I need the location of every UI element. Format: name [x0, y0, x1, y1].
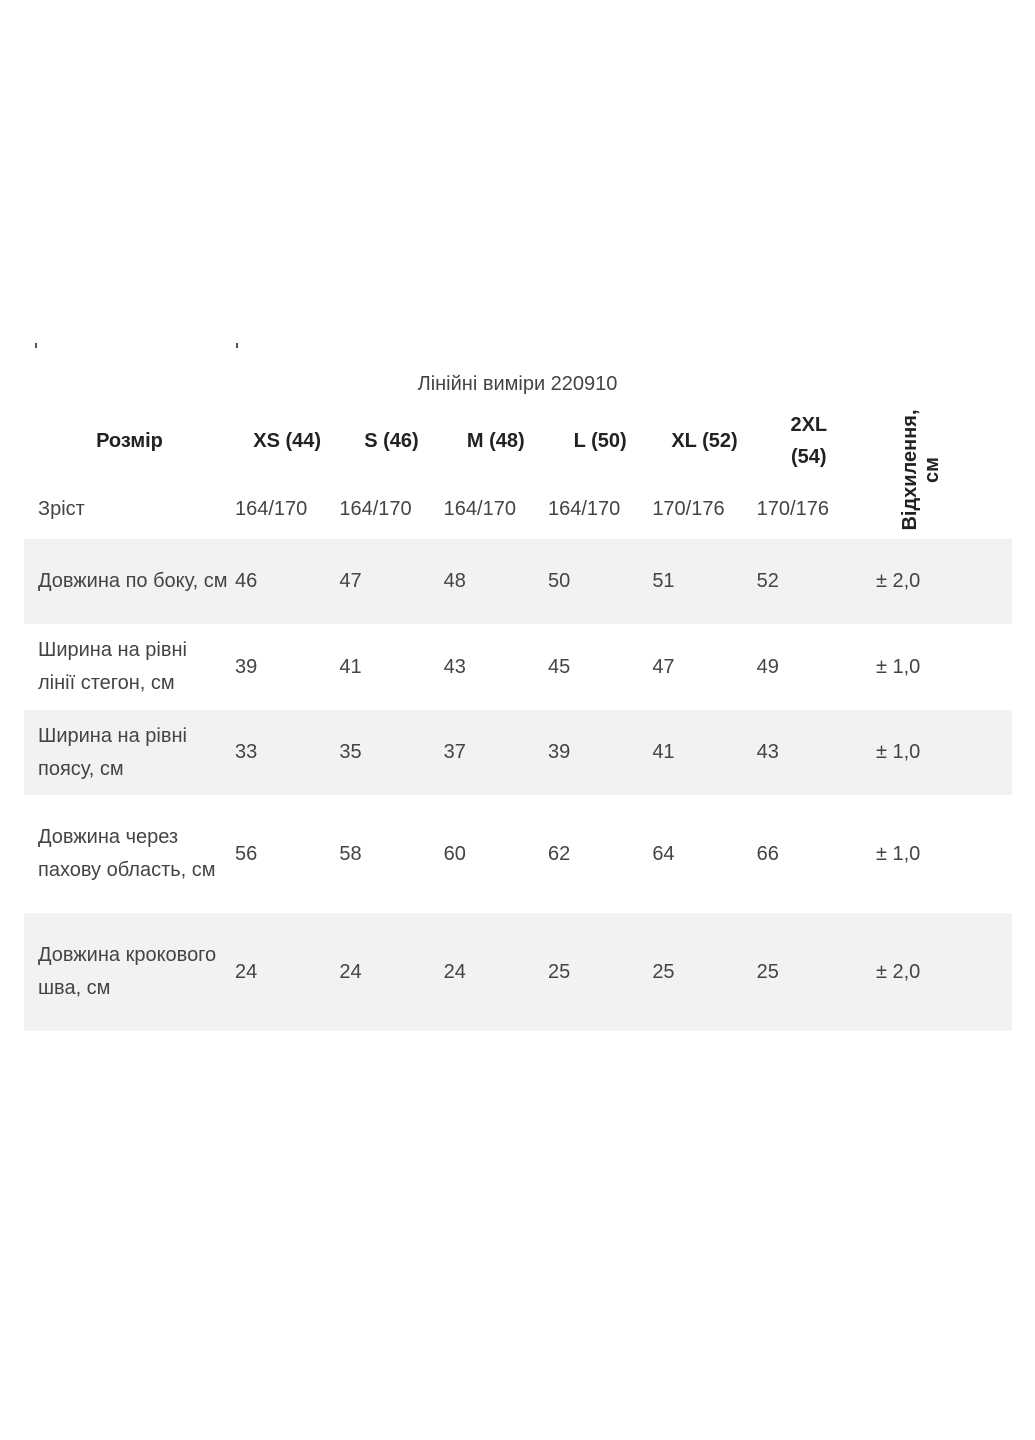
cell-value: 49 — [756, 655, 779, 678]
cell-value: 37 — [444, 710, 548, 795]
cell-value: 24 — [235, 913, 339, 1031]
cell-value: 60 — [443, 842, 466, 865]
cell-value: 24 — [339, 913, 443, 1031]
cell-value: 43 — [757, 710, 861, 795]
table-row — [24, 795, 1012, 913]
cell-value: 25 — [652, 913, 756, 1031]
row-label: Довжина через пахову область, см — [38, 826, 216, 881]
cell-value: 170/176 — [652, 497, 725, 520]
cell-value: 62 — [547, 842, 571, 865]
table-row — [24, 913, 1012, 1031]
cell-value: 58 — [339, 842, 362, 865]
table-edge-mark — [236, 343, 238, 348]
cell-value: 25 — [757, 913, 861, 1031]
cell-value: 56 — [235, 842, 258, 865]
cell-value: 46 — [235, 539, 339, 624]
cell-value: 164/170 — [443, 497, 516, 520]
cell-deviation: ± 2,0 — [861, 539, 1012, 624]
cell-value: 48 — [444, 539, 548, 624]
cell-value: 24 — [444, 913, 548, 1031]
size-header-2xl-text: 2XL (54) — [790, 414, 828, 468]
cell-value: 47 — [339, 539, 443, 624]
table-caption: Лінійні виміри 220910 — [417, 373, 618, 395]
size-chart-table — [24, 403, 1012, 1031]
cell-value: 41 — [339, 655, 362, 678]
cell-deviation: ± 1,0 — [861, 710, 1012, 795]
row-label: Ширина на рівні поясу, см — [24, 710, 235, 795]
cell-value: 43 — [443, 655, 466, 678]
size-header-l: L (50) — [573, 429, 627, 452]
cell-value: 51 — [652, 539, 756, 624]
table-row — [24, 539, 1012, 624]
table-row — [24, 624, 1012, 710]
row-label: Довжина крокового шва, см — [24, 913, 235, 1031]
cell-value: 164/170 — [235, 497, 308, 520]
size-header-s: S (46) — [364, 429, 419, 452]
cell-value: 64 — [652, 842, 675, 865]
table-edge-mark — [35, 343, 37, 348]
cell-value: 52 — [757, 539, 861, 624]
size-header-xl: XL (52) — [671, 429, 738, 452]
cell-value: 164/170 — [547, 497, 621, 520]
cell-value: 39 — [548, 710, 652, 795]
row-label: Зріст — [38, 497, 85, 520]
deviation-header-text: Відхилення, см — [898, 409, 943, 531]
cell-value: 66 — [756, 842, 779, 865]
row-label: Довжина по боку, см — [24, 539, 235, 624]
table-row — [24, 710, 1012, 795]
size-header-m: M (48) — [466, 429, 525, 452]
cell-value: 47 — [652, 655, 675, 678]
cell-value: 50 — [548, 539, 652, 624]
cell-value: 41 — [652, 710, 756, 795]
cell-value: 164/170 — [339, 497, 412, 520]
cell-value: 33 — [235, 710, 339, 795]
size-header-xs: XS (44) — [253, 429, 322, 452]
cell-value: 45 — [547, 655, 571, 678]
row-label: Ширина на рівні лінії стегон, см — [38, 639, 187, 694]
cell-deviation: ± 2,0 — [861, 913, 1012, 1031]
cell-value: 39 — [235, 655, 258, 678]
cell-value: 35 — [339, 710, 443, 795]
cell-deviation: ± 1,0 — [875, 842, 921, 865]
cell-value: 25 — [548, 913, 652, 1031]
cell-deviation: ± 1,0 — [875, 655, 921, 678]
deviation-header — [861, 403, 1012, 539]
size-header-2xl — [757, 403, 861, 479]
cell-value: 170/176 — [756, 497, 829, 520]
header-row — [24, 403, 1012, 479]
size-header-label: Розмір — [96, 429, 163, 452]
